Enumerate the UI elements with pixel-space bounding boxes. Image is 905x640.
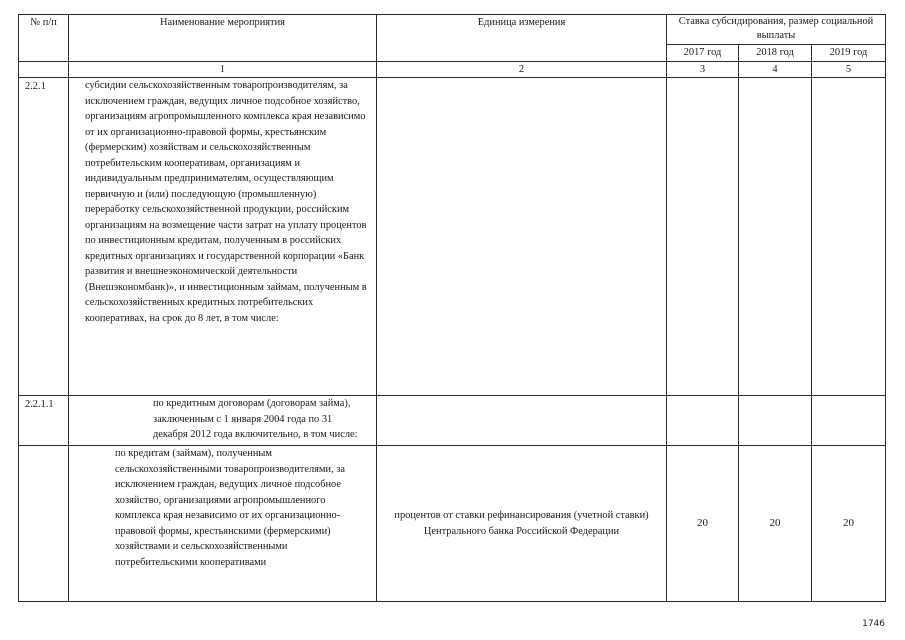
header-name: Наименование мероприятия [69, 15, 377, 62]
col-number: 5 [812, 61, 886, 78]
row-name: субсидии сельскохозяйственным товаропроизводителям, за исключением граждан, ведущих личное подсобное хозяйство, организациям агропромышленного комплекса края независимо от их организационно-правовой формы, крестьянским (фермерским) хозяйствам и сельскохозяйственным потребительским кооперативам, организациям и индивидуальным предпринимателям, осуществляющим первичную и (или) последующую (промышленную) переработку сельскохозяйственной продукции, российским организациям на возмещение части затрат на уплату процентов по инвестиционным кредитам, полученным в российских кредитных организациях и государственной корпорации «Банк развития и внешнеэкономической деятельности (Внешэкономбанк)», и инвестиционным займам, полученным в сельскохозяйственных кредитных потребительских кооперативах, на срок до 8 лет, в том числе: [69, 78, 377, 396]
row-number [19, 446, 69, 602]
row-unit [377, 78, 667, 396]
row-unit: процентов от ставки рефинансирования (учетной ставки) Центрального банка Российской Федерации [377, 446, 667, 602]
col-number: 1 [69, 61, 377, 78]
header-rate: Ставка субсидирования, размер социальной выплаты [667, 15, 886, 45]
row-value-2018 [739, 396, 812, 446]
row-name: по кредитным договорам (договорам займа), заключенным с 1 января 2004 года по 31 декабря 2012 года включительно, в том числе: [69, 396, 377, 446]
row-number: 2.2.1 [19, 78, 69, 396]
row-unit [377, 396, 667, 446]
header-year-2019: 2019 год [812, 45, 886, 62]
table-row [19, 396, 886, 446]
row-name: по кредитам (займам), полученным сельскохозяйственными товаропроизводителями, за исключением граждан, ведущих личное подсобное хозяйство, организациями агропромышленного комплекса края независимо от их организационно-правовой формы, крестьянскими (фермерскими) хозяйствами и сельскохозяйственными потребительскими кооперативами [69, 446, 377, 602]
col-number: 3 [667, 61, 739, 78]
page-number: 1746 [862, 619, 885, 629]
col-number [19, 61, 69, 78]
header-year-2017: 2017 год [667, 45, 739, 62]
header-no: № п/п [19, 15, 69, 62]
row-value-2018 [739, 78, 812, 396]
col-number: 2 [377, 61, 667, 78]
row-value-2019 [812, 396, 886, 446]
header-unit: Единица измерения [377, 15, 667, 62]
row-value-2019: 20 [812, 446, 886, 602]
row-value-2019 [812, 78, 886, 396]
row-value-2017 [667, 396, 739, 446]
table-row [19, 78, 886, 396]
row-value-2018: 20 [739, 446, 812, 602]
col-number: 4 [739, 61, 812, 78]
row-value-2017 [667, 78, 739, 396]
row-number: 2.2.1.1 [19, 396, 69, 446]
subsidy-table [18, 14, 886, 602]
row-value-2017: 20 [667, 446, 739, 602]
header-year-2018: 2018 год [739, 45, 812, 62]
table-row [19, 446, 886, 602]
